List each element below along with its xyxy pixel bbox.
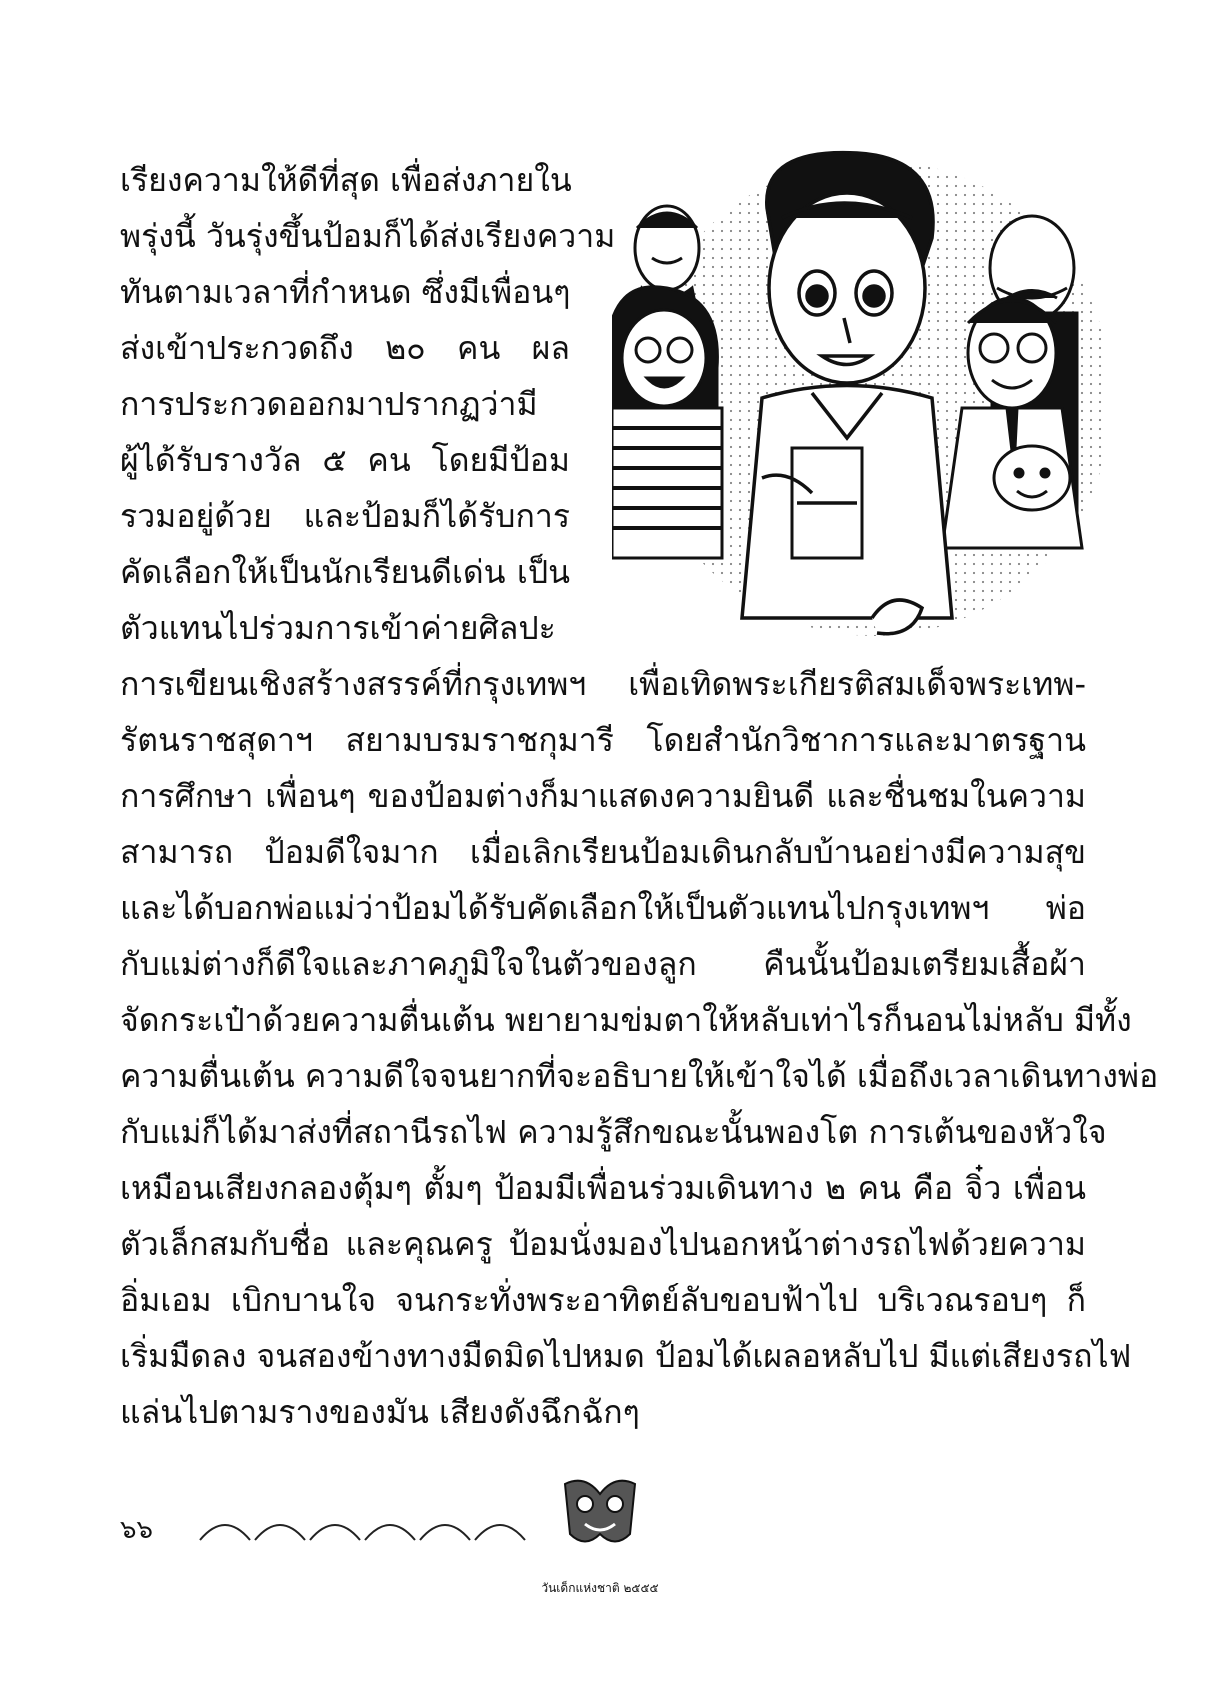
paragraph-line: ตัวแทนไปร่วมการเข้าค่ายศิลปะ — [120, 609, 556, 647]
paragraph-line: การศึกษา เพื่อนๆ ของป้อมต่างก็มาแสดงความยินดี และชื่นชมในความ — [120, 777, 1086, 815]
paragraph-last-line: แล่นไปตามรางของมัน เสียงดังฉึกฉักๆ — [120, 1393, 640, 1431]
paragraph-line: ส่งเข้าประกวดถึง ๒๐ คน ผล — [120, 329, 570, 367]
paragraph-line: เรียงความให้ดีที่สุด เพื่อส่งภายใน — [120, 161, 572, 199]
page-number: ๖๖ — [120, 1515, 154, 1545]
paragraph-line: สามารถ ป้อมดีใจมาก เมื่อเลิกเรียนป้อมเดินกลับบ้านอย่างมีความสุข — [120, 833, 1086, 871]
paragraph-line: เริ่มมืดลง จนสองข้างทางมืดมิดไปหมด ป้อมได้เผลอหลับไป มีแต่เสียงรถไฟ — [120, 1337, 1132, 1375]
paragraph-line: การเขียนเชิงสร้างสรรค์ที่กรุงเทพฯ เพื่อเทิดพระเกียรติสมเด็จพระเทพ- — [120, 665, 1086, 703]
story-illustration — [612, 148, 1102, 688]
paragraph-line: อิ่มเอม เบิกบานใจ จนกระทั่งพระอาทิตย์ลับขอบฟ้าไป บริเวณรอบๆ ก็ — [120, 1281, 1086, 1319]
childrens-day-logo — [555, 1474, 645, 1554]
paragraph-line: รวมอยู่ด้วย และป้อมก็ได้รับการ — [120, 497, 570, 535]
paragraph-line: ผู้ได้รับรางวัล ๕ คน โดยมีป้อม — [120, 441, 570, 479]
paragraph-line: ความตื่นเต้น ความดีใจจนยากที่จะอธิบายให้เข้าใจได้ เมื่อถึงเวลาเดินทางพ่อ — [120, 1057, 1159, 1095]
paragraph-line: และได้บอกพ่อแม่ว่าป้อมได้รับคัดเลือกให้เป็นตัวแทนไปกรุงเทพฯ พ่อ — [120, 889, 1086, 927]
paragraph-line: รัตนราชสุดาฯ สยามบรมราชกุมารี โดยสำนักวิชาการและมาตรฐาน — [120, 721, 1086, 759]
paragraph-line: กับแม่ต่างก็ดีใจและภาคภูมิใจในตัวของลูก คืนนั้นป้อมเตรียมเสื้อผ้า — [120, 945, 1086, 983]
paragraph-line: กับแม่ก็ได้มาส่งที่สถานีรถไฟ ความรู้สึกขณะนั้นพองโต การเต้นของหัวใจ — [120, 1113, 1107, 1151]
paragraph-line: การประกวดออกมาปรากฏว่ามี — [120, 385, 538, 423]
decorative-arcs — [195, 1505, 545, 1545]
paragraph-line: พรุ่งนี้ วันรุ่งขึ้นป้อมก็ได้ส่งเรียงความ — [120, 217, 616, 255]
paragraph-line: ตัวเล็กสมกับชื่อ และคุณครู ป้อมนั่งมองไปนอกหน้าต่างรถไฟด้วยความ — [120, 1225, 1086, 1263]
paragraph-line: เหมือนเสียงกลองตุ้มๆ ตั้มๆ ป้อมมีเพื่อนร่วมเดินทาง ๒ คน คือ จิ๋ว เพื่อน — [120, 1169, 1087, 1207]
paragraph-line: จัดกระเป๋าด้วยความตื่นเต้น พยายามข่มตาให้หลับเท่าไรก็นอนไม่หลับ มีทั้ง — [120, 1001, 1132, 1039]
logo-caption: วันเด็กแห่งชาติ ๒๕๕๕ — [541, 1581, 659, 1595]
paragraph-line: คัดเลือกให้เป็นนักเรียนดีเด่น เป็น — [120, 553, 570, 591]
paragraph-line: ทันตามเวลาที่กำหนด ซึ่งมีเพื่อนๆ — [120, 273, 571, 311]
